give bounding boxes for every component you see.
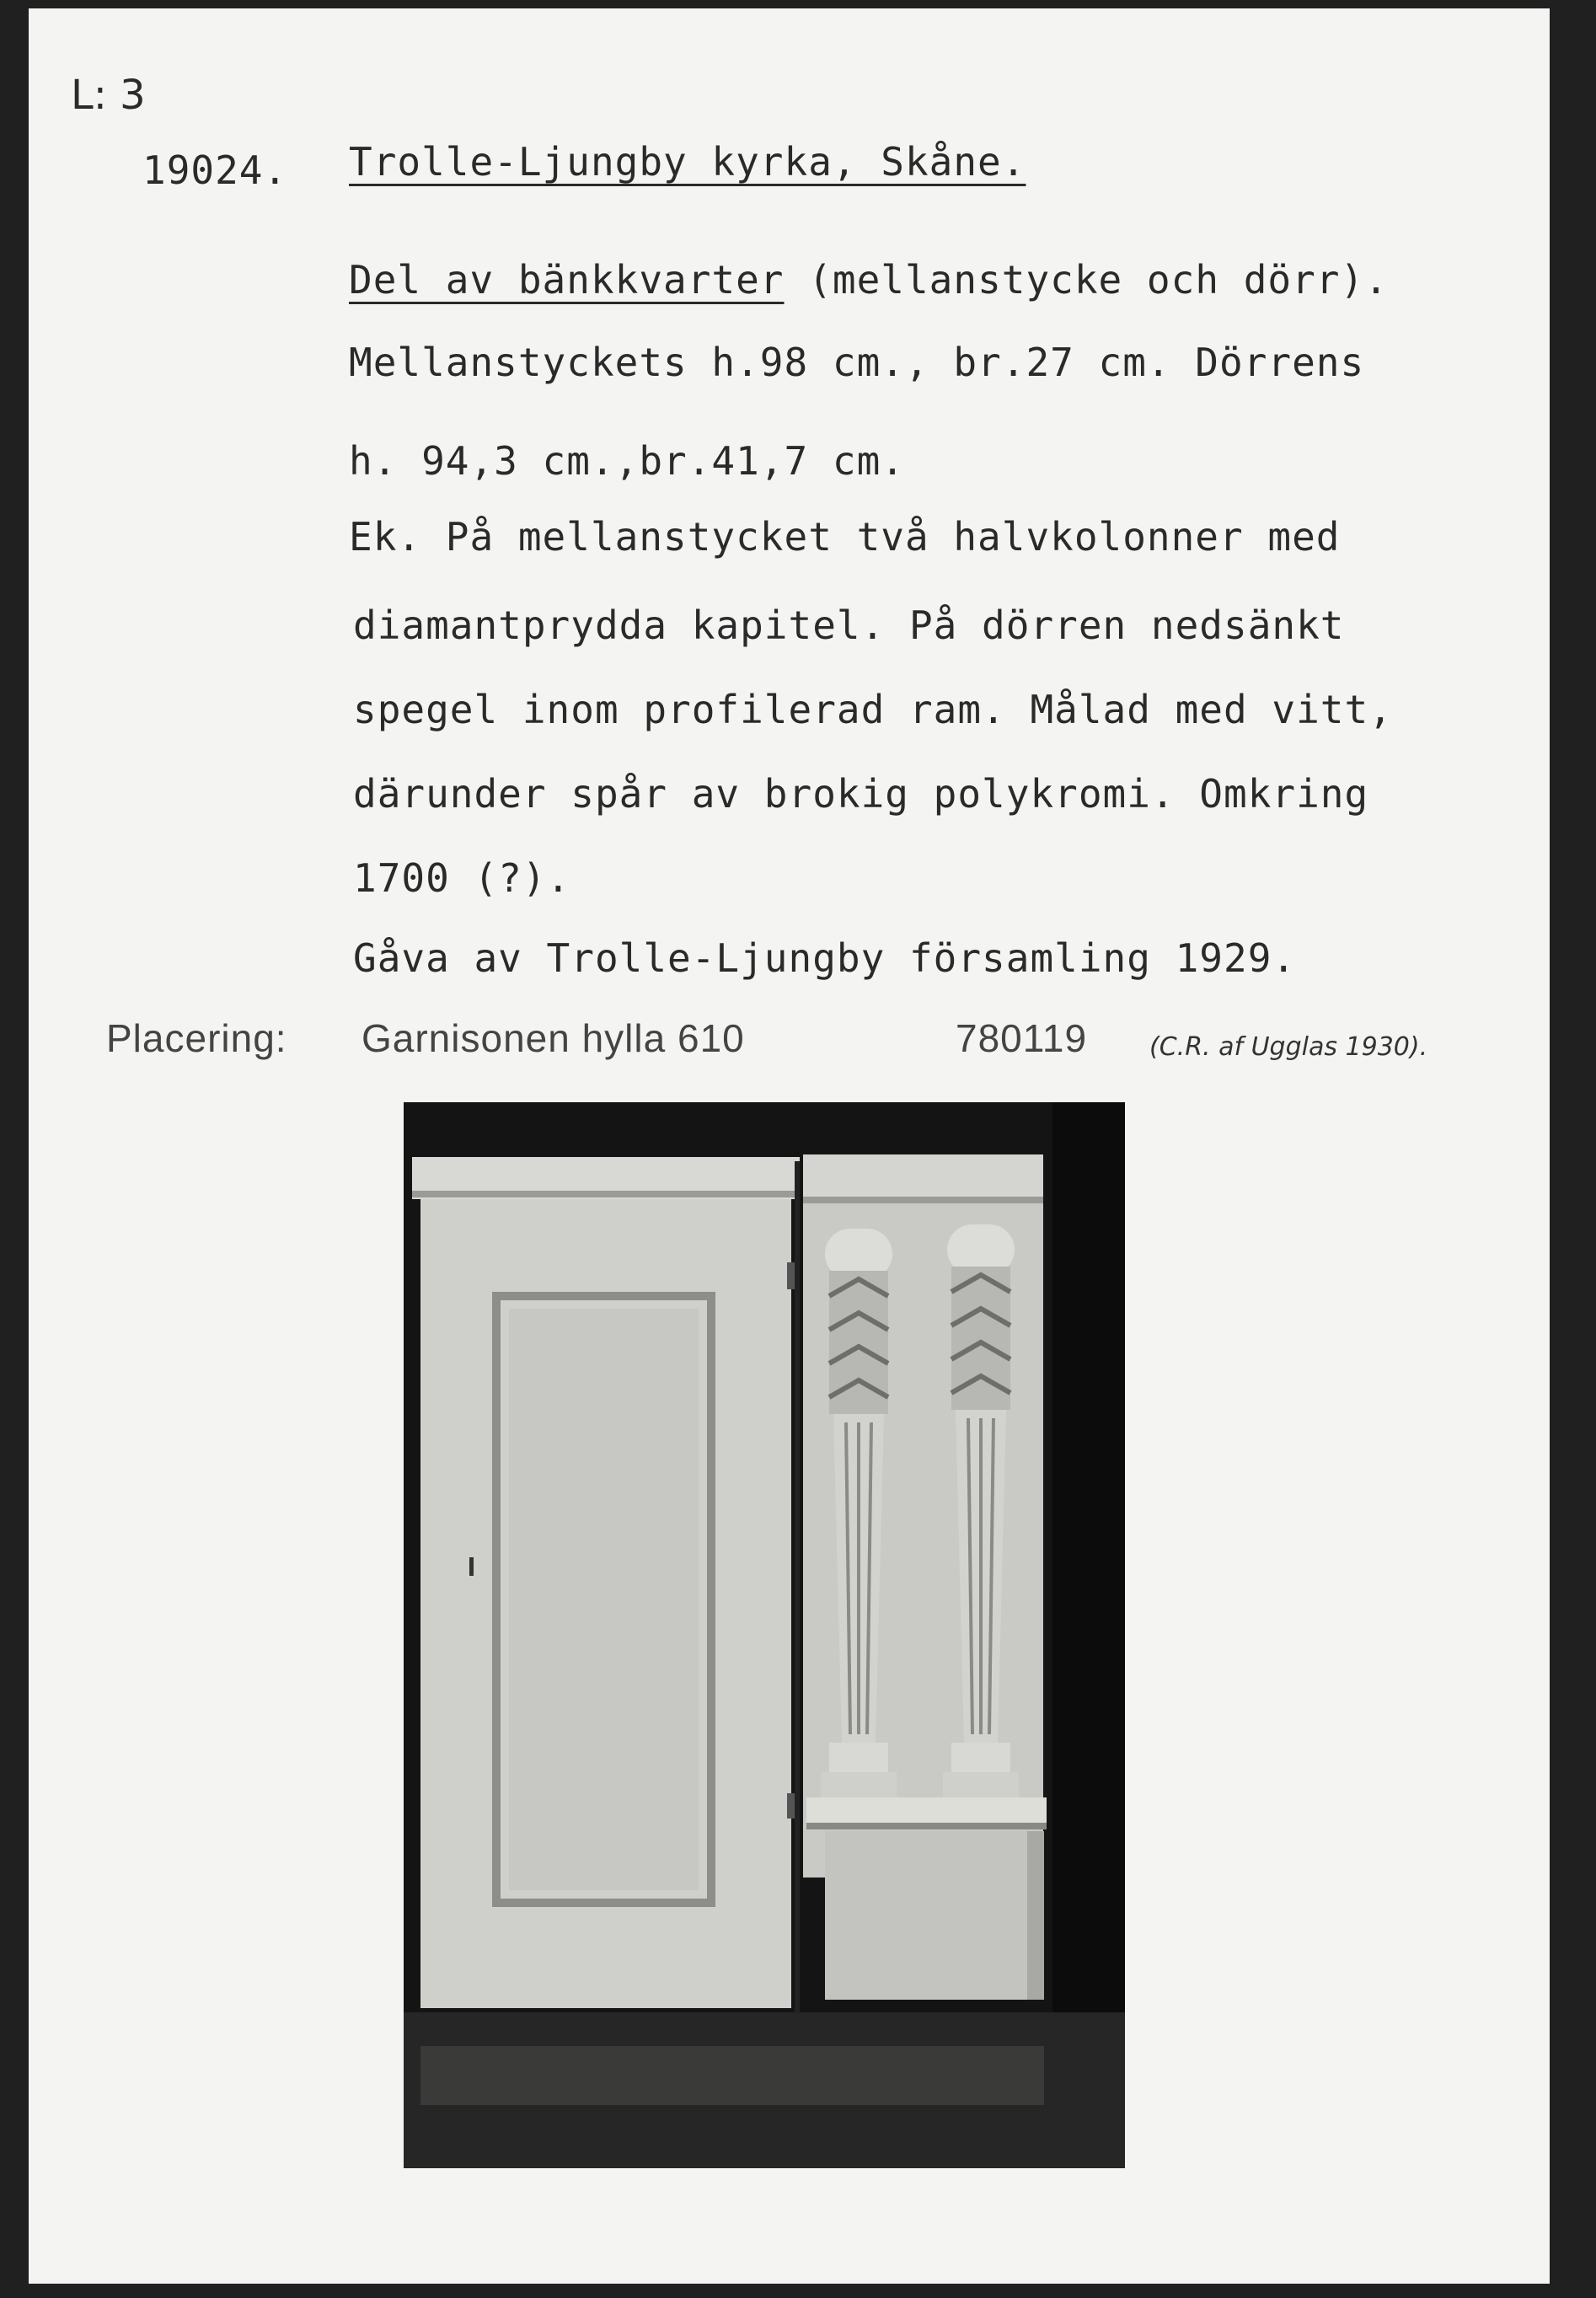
text-line: 1700 (?). [353,855,571,901]
text-line: Gåva av Trolle-Ljungby församling 1929. [353,935,1297,981]
placement-value: Garnisonen hylla 610 [362,1016,745,1060]
text-line: Ek. På mellanstycket två halvkolonner med [349,514,1341,560]
text-line: spegel inom profilerad ram. Målad med vitt, [353,687,1393,732]
card-title: Trolle-Ljungby kyrka, Skåne. [349,139,1026,185]
catalog-number: 19024. [142,147,288,193]
text-line: Mellanstyckets h.98 cm., br.27 cm. Dörrens [349,340,1365,385]
subtitle-underlined: Del av bänkkvarter [349,257,785,303]
catalog-card [29,8,1550,2284]
text-line: därunder spår av brokig polykromi. Omkring [353,771,1369,817]
pew-door-photo [404,1102,1125,2168]
handwritten-note: (C.R. af Ugglas 1930). [1149,1032,1428,1062]
object-description [349,257,1389,303]
text-line: h. 94,3 cm.,br.41,7 cm. [349,438,905,484]
text-line: diamantprydda kapitel. På dörren nedsänkt [353,603,1345,648]
corner-mark: L: 3 [71,72,146,119]
pew-door-image [404,1102,1125,2168]
subtitle-rest: (mellanstycke och dörr). [808,257,1389,303]
placement-label: Placering: [106,1016,287,1060]
stamp-number: 780119 [956,1016,1088,1060]
